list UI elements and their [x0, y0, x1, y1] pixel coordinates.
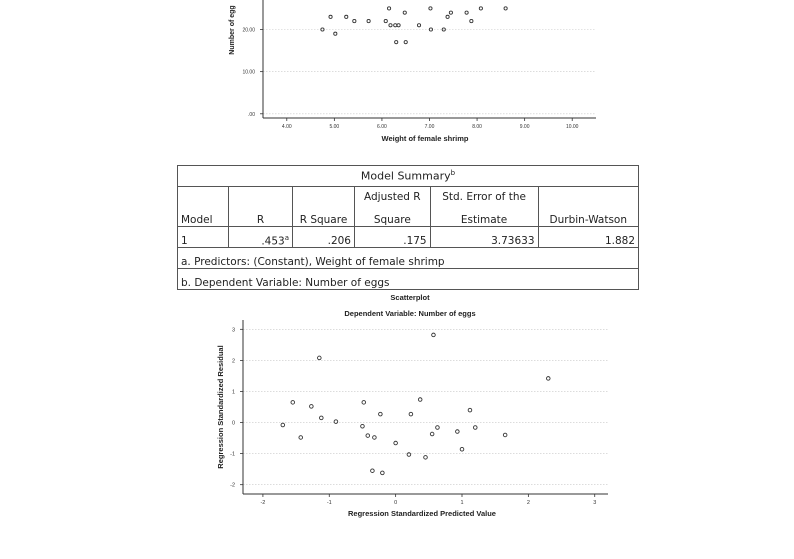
- top-chart-y-ticks: [242, 28, 263, 118]
- top-chart-y-label: Number of egg: [229, 5, 236, 55]
- residual-chart-point: [456, 430, 460, 434]
- top-chart-point: [429, 7, 432, 10]
- top-chart-x-tick-label: 9.00: [519, 124, 530, 130]
- top-chart-point: [397, 24, 400, 27]
- cell-model: 1: [178, 227, 229, 248]
- model-summary-title: Model Summary$^b$: [178, 166, 639, 187]
- residual-chart-point: [407, 453, 411, 457]
- footnote-dependent-variable: b. Dependent Variable: Number of eggs: [178, 269, 639, 290]
- residual-chart-point: [436, 426, 440, 430]
- top-chart-point: [403, 11, 406, 14]
- residual-chart-x-tick-label: 0: [394, 500, 398, 506]
- top-chart-point: [329, 15, 332, 18]
- header-std-error-line2: Estimate: [430, 206, 538, 227]
- top-chart-point: [334, 32, 337, 35]
- residual-chart-point: [394, 441, 398, 445]
- residual-chart-point: [381, 471, 385, 475]
- header-r: R: [229, 187, 293, 227]
- residual-chart-y-tick-label: 2: [231, 358, 235, 365]
- residual-chart-subtitle: Dependent Variable: Number of eggs: [344, 309, 476, 318]
- top-chart-point: [449, 11, 452, 14]
- cell-r-square: .206: [293, 227, 355, 248]
- residual-chart-point: [366, 434, 370, 438]
- residual-chart-point: [473, 426, 477, 430]
- top-chart-point: [387, 7, 390, 10]
- top-chart-x-ticks: [282, 118, 579, 130]
- residual-chart-point: [361, 424, 365, 428]
- residual-chart-point: [310, 405, 314, 409]
- header-durbin-watson: Durbin-Watson: [538, 187, 638, 227]
- top-chart-point: [394, 24, 397, 27]
- top-chart-point: [345, 15, 348, 18]
- residual-chart-point: [291, 401, 295, 405]
- top-chart-gridlines: [263, 30, 596, 114]
- top-chart-y-tick-label: .00: [248, 111, 255, 118]
- residual-chart-point: [418, 398, 422, 402]
- top-chart-y-tick-label: 20.00: [242, 27, 255, 34]
- residual-chart-x-label: Regression Standardized Predicted Value: [348, 509, 496, 518]
- top-chart-point: [389, 24, 392, 27]
- top-chart-x-tick-label: 6.00: [377, 124, 387, 130]
- top-chart-point: [479, 7, 482, 10]
- cell-durbin-watson: 1.882: [538, 227, 638, 248]
- top-chart-point: [417, 24, 420, 27]
- residual-chart-point: [424, 456, 428, 460]
- residual-chart-point: [379, 412, 383, 416]
- residual-chart-x-ticks: [260, 494, 596, 506]
- top-chart-x-label: Weight of female shrimp: [381, 134, 469, 143]
- top-chart-point: [446, 15, 449, 18]
- residual-chart-y-label: Regression Standardized Residual: [216, 345, 225, 469]
- residual-chart-y-tick-label: 1: [231, 389, 235, 396]
- residual-chart-x-tick-label: -1: [326, 500, 332, 506]
- header-adjusted-r-line2: Square: [355, 206, 431, 227]
- top-chart-point: [504, 7, 507, 10]
- residual-scatterplot: [0, 290, 794, 559]
- top-chart-point: [465, 11, 468, 14]
- residual-chart-point: [320, 416, 324, 420]
- cell-std-error: 3.73633: [430, 227, 538, 248]
- residual-chart-point: [371, 469, 375, 473]
- residual-chart-point: [299, 436, 303, 440]
- header-model: Model: [178, 187, 229, 227]
- top-chart-point: [384, 19, 387, 22]
- residual-chart-point: [318, 356, 322, 360]
- residual-chart-x-tick-label: 1: [460, 500, 464, 506]
- model-summary-table: [177, 165, 639, 290]
- top-chart-point: [404, 41, 407, 44]
- residual-chart-point: [281, 423, 285, 427]
- residual-chart-point: [546, 377, 550, 381]
- top-chart-point: [353, 19, 356, 22]
- residual-chart-point: [430, 432, 434, 436]
- top-chart-point: [470, 19, 473, 22]
- residual-chart-gridlines: [243, 329, 608, 484]
- residual-chart-point: [432, 333, 436, 337]
- top-chart-x-tick-label: 8.00: [472, 124, 482, 130]
- residual-chart-point: [468, 408, 472, 412]
- residual-chart-title: Scatterplot: [390, 293, 430, 302]
- residual-chart-x-tick-label: -2: [260, 500, 266, 506]
- residual-chart-x-tick-label: 3: [593, 500, 597, 506]
- top-chart-x-tick-label: 5.00: [329, 124, 340, 130]
- residual-chart-y-tick-label: -1: [230, 451, 235, 458]
- footnote-predictors: a. Predictors: (Constant), Weight of female shrimp: [178, 248, 639, 269]
- top-chart-y-tick-label: 10.00: [242, 69, 255, 76]
- cell-adjusted-r-square: .175: [355, 227, 431, 248]
- top-chart-points: [321, 7, 507, 44]
- residual-chart-x-tick-label: 2: [526, 500, 530, 506]
- header-adjusted-r-line1: Adjusted R: [355, 187, 431, 207]
- top-chart-x-tick-label: 7.00: [424, 124, 435, 130]
- residual-chart-point: [362, 401, 366, 405]
- residual-chart-point: [373, 436, 377, 440]
- residual-chart-point: [409, 412, 413, 416]
- residual-chart-point: [460, 447, 464, 451]
- top-chart-x-tick-label: 4.00: [281, 124, 292, 130]
- header-std-error-line1: Std. Error of the: [430, 187, 538, 207]
- residual-chart-y-ticks: [230, 327, 243, 488]
- header-r-square: R Square: [293, 187, 355, 227]
- top-chart-point: [395, 41, 398, 44]
- egg-count-scatterplot: [0, 0, 794, 160]
- residual-chart-point: [334, 420, 338, 424]
- residual-chart-y-tick-label: 0: [231, 420, 235, 427]
- residual-chart-point: [503, 433, 507, 437]
- top-chart-x-tick-label: 10.00: [565, 124, 579, 130]
- residual-chart-y-tick-label: 3: [231, 327, 235, 334]
- residual-chart-y-tick-label: -2: [230, 482, 235, 489]
- cell-r: .453$^a$: [229, 227, 293, 248]
- top-chart-point: [367, 19, 370, 22]
